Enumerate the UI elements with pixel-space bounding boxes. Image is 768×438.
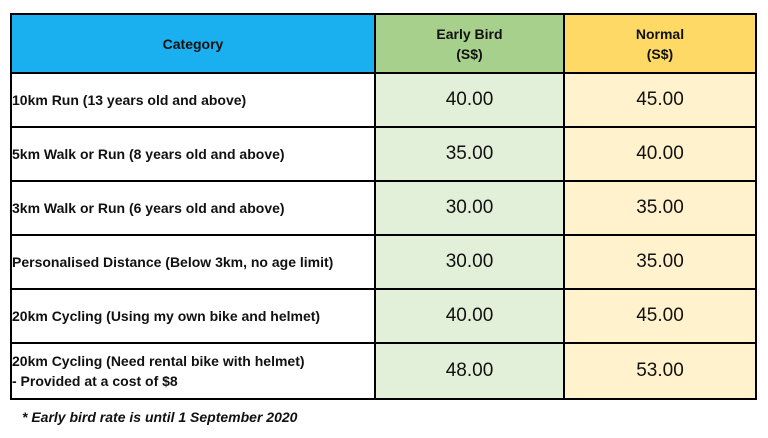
category-label: 20km Cycling (Using my own bike and helmet) bbox=[12, 308, 321, 324]
normal-price: 35.00 bbox=[564, 235, 756, 289]
normal-header bbox=[564, 14, 756, 73]
category-cell bbox=[11, 343, 375, 399]
category-label: 20km Cycling (Need rental bike with helmet) bbox=[12, 353, 305, 369]
category-label: Personalised Distance (Below 3km, no age limit) bbox=[12, 254, 334, 270]
category-cell bbox=[11, 289, 375, 343]
early-bird-price: 30.00 bbox=[375, 181, 564, 235]
normal-price: 45.00 bbox=[564, 289, 756, 343]
normal-price: 35.00 bbox=[564, 181, 756, 235]
category-label: 3km Walk or Run (6 years old and above) bbox=[12, 200, 285, 216]
category-label: 5km Walk or Run (8 years old and above) bbox=[12, 146, 285, 162]
early-bird-price: 35.00 bbox=[375, 127, 564, 181]
category-cell bbox=[11, 235, 375, 289]
early-bird-price: 40.00 bbox=[375, 73, 564, 127]
category-cell bbox=[11, 127, 375, 181]
early-bird-price: 48.00 bbox=[375, 343, 564, 399]
early-bird-currency-label: (S$) bbox=[456, 45, 483, 62]
early-bird-footnote: * Early bird rate is until 1 September 2020 bbox=[22, 409, 298, 425]
normal-price: 40.00 bbox=[564, 127, 756, 181]
category-label: 10km Run (13 years old and above) bbox=[12, 92, 247, 108]
normal-header-label: Normal bbox=[635, 25, 685, 42]
early-bird-header-label: Early Bird bbox=[436, 25, 503, 42]
table-row bbox=[11, 289, 756, 343]
category-header-label: Category bbox=[162, 35, 224, 52]
normal-currency-label: (S$) bbox=[646, 45, 674, 62]
normal-price: 45.00 bbox=[564, 73, 756, 127]
table-row bbox=[11, 235, 756, 289]
pricing-table bbox=[10, 13, 757, 400]
table-row bbox=[11, 127, 756, 181]
header-row bbox=[11, 14, 756, 73]
category-header bbox=[11, 14, 375, 73]
category-cell bbox=[11, 181, 375, 235]
category-note: - Provided at a cost of $8 bbox=[12, 373, 178, 389]
category-cell bbox=[11, 73, 375, 127]
early-bird-price: 40.00 bbox=[375, 289, 564, 343]
early-bird-price: 30.00 bbox=[375, 235, 564, 289]
table-row bbox=[11, 73, 756, 127]
table-row bbox=[11, 343, 756, 399]
normal-price: 53.00 bbox=[564, 343, 756, 399]
table-row bbox=[11, 181, 756, 235]
early-bird-header bbox=[375, 14, 564, 73]
